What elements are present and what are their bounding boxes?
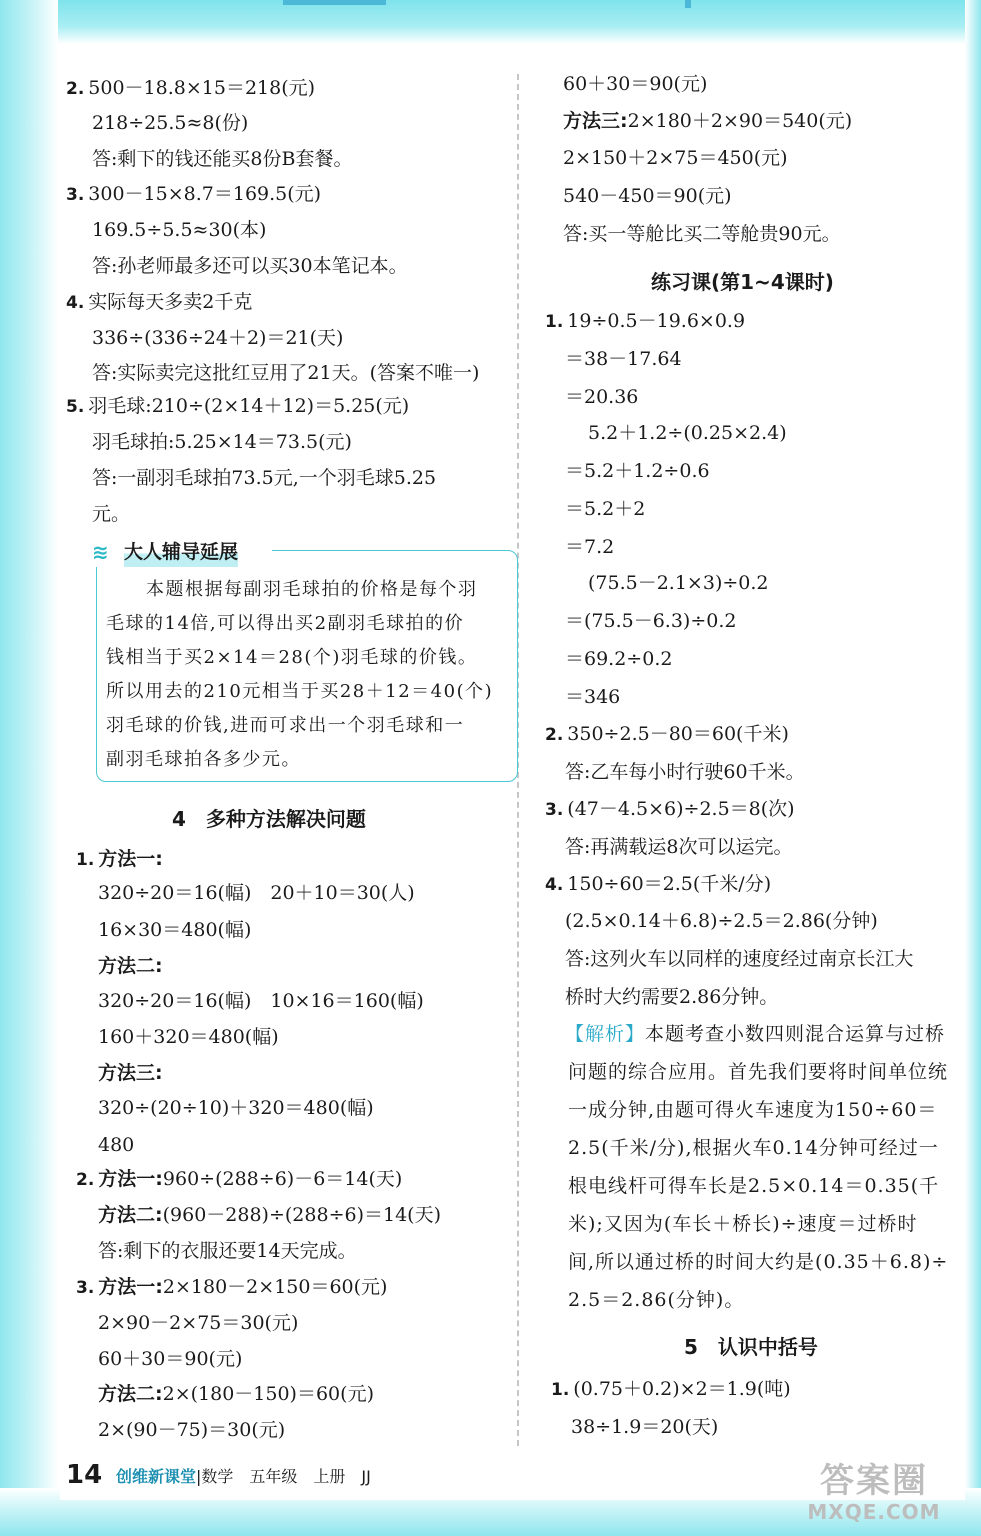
- left-column-line: [66, 182, 321, 207]
- line-text: 羽毛球:210÷(2×14＋12)＝5.25(元): [88, 395, 410, 417]
- line-text: 19÷0.5－19.6×0.9: [567, 310, 746, 332]
- line-text: 2×180－2×150＝60(元): [162, 1276, 388, 1298]
- method-label: 方法一:: [98, 1168, 163, 1190]
- left-column-line: [92, 361, 479, 385]
- line-text: 答:买一等舱比买二等舱贵90元。: [563, 223, 841, 245]
- section4-line: [98, 1347, 242, 1371]
- tip-line: 钱相当于买2×14＝28(个)羽毛球的价钱。: [106, 647, 478, 668]
- line-text: 16×30＝480(幅): [98, 919, 252, 941]
- section4-line: [98, 1239, 357, 1263]
- right-column-line: [563, 72, 707, 96]
- line-text: 150÷60＝2.5(千米/分): [567, 873, 772, 895]
- line-text: (2.5×0.14＋6.8)÷2.5＝2.86(分钟): [565, 910, 878, 932]
- practice-line: [565, 985, 778, 1009]
- line-text: ＝38－17.64: [565, 348, 682, 370]
- analysis-text: 米);又因为(车长＋桥长)÷速度＝过桥时: [568, 1213, 918, 1235]
- tip-title: [92, 537, 272, 567]
- line-text: 答:一副羽毛球拍73.5元,一个羽毛球5.25: [92, 467, 437, 489]
- analysis-line: [568, 1250, 948, 1274]
- line-text: 答:剩下的钱还能买8份B套餐。: [92, 148, 353, 170]
- practice-line: [565, 909, 878, 933]
- practice-line: [565, 760, 805, 784]
- tip-line: 副羽毛球拍各多少元。: [106, 749, 301, 770]
- practice-line: [545, 872, 771, 897]
- practice-line: [565, 535, 614, 559]
- practice-line: [565, 835, 793, 859]
- section4-line: [98, 1418, 285, 1442]
- question-number: 2.: [76, 1170, 95, 1190]
- line-text: (47－4.5×6)÷2.5＝8(次): [567, 798, 795, 820]
- section4-line: [98, 1133, 134, 1157]
- practice-line: [545, 309, 745, 334]
- right-column-line: [563, 184, 732, 208]
- watermark-line2: MXQE.COM: [807, 1500, 941, 1524]
- analysis-text: 间,所以通过桥的时间大约是(0.35＋6.8)÷: [568, 1251, 949, 1273]
- practice-line: [565, 497, 645, 521]
- analysis-line: [568, 1098, 937, 1122]
- right-column-line: [563, 146, 788, 170]
- method-label: 方法三:: [98, 1062, 163, 1084]
- line-text: 答:再满载运8次可以运完。: [565, 836, 793, 858]
- section4-line: [98, 1203, 441, 1227]
- section4-line: [76, 847, 163, 872]
- section4-line: [76, 1167, 402, 1192]
- line-text: 答:这列火车以同样的速度经过南京长江大: [565, 948, 914, 970]
- line-text: 羽毛球拍:5.25×14＝73.5(元): [92, 431, 352, 453]
- line-text: ＝7.2: [565, 536, 615, 558]
- question-number: 4.: [66, 293, 85, 313]
- line-text: ＝5.2＋2: [565, 498, 646, 520]
- line-text: (0.75＋0.2)×2＝1.9(吨): [573, 1378, 791, 1400]
- analysis-line: [568, 1174, 939, 1198]
- left-column-line: [92, 111, 248, 135]
- analysis-line: [568, 1212, 918, 1236]
- analysis-text: 2.5(千米/分),根据火车0.14分钟可经过一: [568, 1137, 939, 1159]
- question-number: 4.: [545, 875, 564, 895]
- line-text: 38÷1.9＝20(天): [571, 1416, 719, 1438]
- section4-line: [98, 1382, 374, 1406]
- line-text: 2×150＋2×75＝450(元): [563, 147, 788, 169]
- tip-line: 羽毛球的价钱,进而可求出一个羽毛球和一: [106, 715, 465, 736]
- analysis-text: 2.5＝2.86(分钟)。: [568, 1289, 745, 1311]
- practice-line: [565, 947, 913, 971]
- question-number: 1.: [76, 850, 95, 870]
- analysis-text: 根电线杆可得车长是2.5×0.14＝0.35(千: [568, 1175, 940, 1197]
- section4-line: [98, 1025, 279, 1049]
- top-edge-mark: [685, 0, 691, 8]
- method-label: 方法二:: [98, 955, 163, 977]
- question-number: 3.: [66, 185, 85, 205]
- line-text: 218÷25.5≈8(份): [92, 112, 249, 134]
- question-number: 1.: [545, 312, 564, 332]
- line-text: 320÷(20÷10)＋320＝480(幅): [98, 1097, 374, 1119]
- line-text: 480: [98, 1134, 135, 1156]
- line-text: ＝69.2÷0.2: [565, 648, 673, 670]
- practice-line: [565, 385, 638, 409]
- left-column-line: [92, 218, 266, 242]
- page-frame-left: [0, 0, 58, 1536]
- tip-line: 所以用去的210元相当于买28＋12＝40(个): [106, 681, 494, 702]
- left-column-line: [92, 430, 352, 454]
- left-column-line: [92, 326, 343, 350]
- line-text: 答:乙车每小时行驶60千米。: [565, 761, 805, 783]
- left-column-line: [92, 466, 436, 490]
- section4-line: [76, 1275, 387, 1300]
- line-text: 169.5÷5.5≈30(本): [92, 219, 267, 241]
- right-column-line: [563, 222, 841, 246]
- section5-title: 5 认识中括号: [684, 1335, 818, 1359]
- line-text: 320÷20＝16(幅) 20＋10＝30(人): [98, 882, 415, 904]
- method-label: 方法一:: [98, 848, 163, 870]
- method-label: 方法二:: [98, 1383, 163, 1405]
- practice-line: [565, 609, 736, 633]
- practice-line: [545, 797, 795, 822]
- line-text: 桥时大约需要2.86分钟。: [565, 986, 779, 1008]
- page-frame-top: [0, 0, 981, 44]
- practice-title: 练习课(第1~4课时): [651, 270, 834, 294]
- line-text: 2×180＋2×90＝540(元): [627, 110, 853, 132]
- analysis-text: 本题考查小数四则混合运算与过桥: [645, 1023, 946, 1045]
- section4-line: [98, 1061, 163, 1085]
- left-column-line: [92, 254, 408, 278]
- practice-line: [565, 347, 682, 371]
- section4-line: [98, 881, 415, 905]
- line-text: (75.5－2.1×3)÷0.2: [588, 572, 769, 594]
- page-number: 14: [66, 1460, 103, 1490]
- line-text: 答:剩下的衣服还要14天完成。: [98, 1240, 357, 1262]
- analysis-line: [565, 1022, 945, 1046]
- left-column-line: [66, 76, 315, 101]
- line-text: 2×(180－150)＝60(元): [162, 1383, 374, 1405]
- line-text: ＝5.2＋1.2÷0.6: [565, 460, 710, 482]
- left-column-line: [66, 394, 409, 419]
- line-text: 2×90－2×75＝30(元): [98, 1312, 299, 1334]
- left-column-line: [92, 147, 352, 171]
- section4-title: 4 多种方法解决问题: [172, 807, 366, 831]
- line-text: 答:实际卖完这批红豆用了21天。(答案不唯一): [92, 362, 480, 384]
- section4-line: [98, 1311, 298, 1335]
- tip-title-label: 大人辅导延展: [124, 537, 238, 567]
- practice-line: [565, 647, 672, 671]
- line-text: (960－288)÷(288÷6)＝14(天): [162, 1204, 441, 1226]
- question-number: 5.: [66, 397, 85, 417]
- right-column-line: [563, 109, 852, 133]
- line-text: 350÷2.5－80＝60(千米): [567, 723, 789, 745]
- section4-line: [98, 989, 424, 1013]
- question-number: 3.: [76, 1278, 95, 1298]
- line-text: 300－15×8.7＝169.5(元): [88, 183, 322, 205]
- line-text: ＝(75.5－6.3)÷0.2: [565, 610, 737, 632]
- line-text: 元。: [92, 503, 131, 525]
- line-text: ＝20.36: [565, 386, 639, 408]
- analysis-line: [568, 1060, 948, 1084]
- section5-line: [571, 1415, 718, 1439]
- line-text: 160＋320＝480(幅): [98, 1026, 279, 1048]
- method-label: 方法二:: [98, 1204, 163, 1226]
- method-label: 方法一:: [98, 1276, 163, 1298]
- practice-line: [565, 459, 710, 483]
- tip-line: 本题根据每副羽毛球拍的价格是每个羽: [146, 579, 478, 600]
- left-column-line: [66, 290, 252, 315]
- watermark-line1: 答案圈: [820, 1461, 928, 1501]
- question-number: 3.: [545, 800, 564, 820]
- wave-icon: ≋: [92, 540, 109, 564]
- analysis-text: 一成分钟,由题可得火车速度为150÷60＝: [568, 1099, 938, 1121]
- line-text: ＝346: [565, 686, 621, 708]
- question-number: 2.: [66, 79, 85, 99]
- line-text: 2×(90－75)＝30(元): [98, 1419, 286, 1441]
- question-number: 2.: [545, 725, 564, 745]
- watermark: [789, 1462, 959, 1528]
- method-label: 方法三:: [563, 110, 628, 132]
- practice-line: [588, 571, 769, 595]
- line-text: 336÷(336÷24＋2)＝21(天): [92, 327, 344, 349]
- footer-info: |数学 五年级 上册 JJ: [196, 1467, 371, 1486]
- practice-line: [565, 685, 620, 709]
- section4-line: [98, 954, 163, 978]
- line-text: 答:孙老师最多还可以买30本笔记本。: [92, 255, 408, 277]
- line-text: 实际每天多卖2千克: [88, 291, 253, 313]
- line-text: 500－18.8×15＝218(元): [88, 77, 316, 99]
- analysis-tag: 【解析】: [565, 1023, 646, 1045]
- line-text: 540－450＝90(元): [563, 185, 732, 207]
- line-text: 960÷(288÷6)－6＝14(天): [162, 1168, 403, 1190]
- practice-line: [588, 421, 787, 445]
- analysis-line: [568, 1288, 744, 1312]
- page-frame-right: [965, 0, 981, 1536]
- section4-line: [98, 918, 251, 942]
- practice-line: [545, 722, 789, 747]
- footer-brand: 创维新课堂: [116, 1467, 197, 1486]
- footer-text: [116, 1466, 371, 1488]
- section4-line: [98, 1096, 374, 1120]
- analysis-line: [568, 1136, 939, 1160]
- line-text: 60＋30＝90(元): [98, 1348, 243, 1370]
- line-text: 5.2＋1.2÷(0.25×2.4): [588, 422, 787, 444]
- tip-line: 毛球的14倍,可以得出买2副羽毛球拍的价: [106, 613, 465, 634]
- line-text: 60＋30＝90(元): [563, 73, 708, 95]
- question-number: 1.: [551, 1380, 570, 1400]
- section5-line: [551, 1377, 791, 1402]
- line-text: 320÷20＝16(幅) 10×16＝160(幅): [98, 990, 424, 1012]
- left-column-line: [92, 502, 130, 526]
- analysis-text: 问题的综合应用。首先我们要将时间单位统: [568, 1061, 949, 1083]
- top-edge-bar: [283, 0, 386, 5]
